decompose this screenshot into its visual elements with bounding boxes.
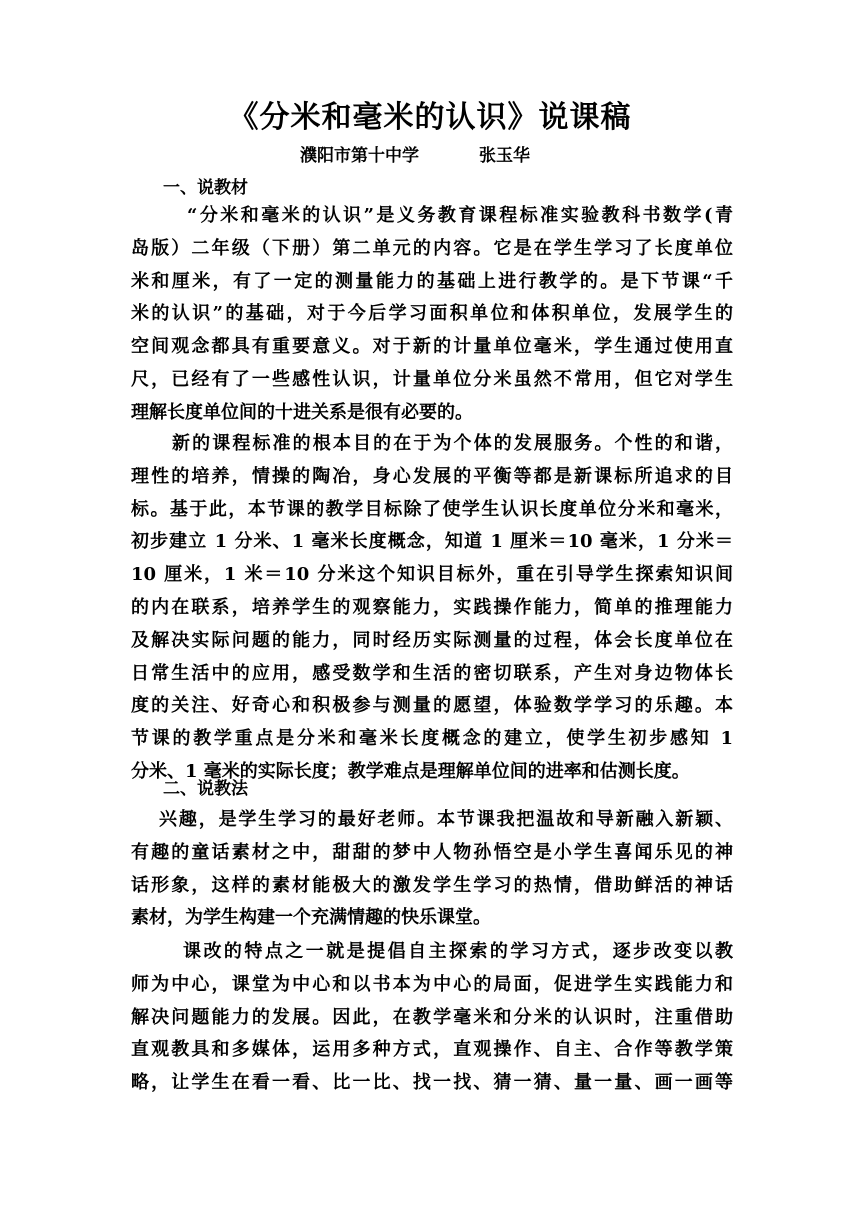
paragraph-2-2 xyxy=(131,936,733,1100)
document-title: 《分米和毫米的认识》说课稿 xyxy=(228,100,632,135)
section-heading-1: 一、说教材 xyxy=(163,178,248,198)
text-line: 分米、1 毫米的实际长度；教学难点是理解单位间的进率和估测长度。 xyxy=(131,760,690,782)
text-line: 理解长度单位间的十进关系是很有必要的。 xyxy=(131,401,473,423)
text-line: 略，让学生在看一看、比一比、找一找、猜一猜、量一量、画一画等 xyxy=(131,1072,733,1094)
text-line: 米和厘米，有了一定的测量能力的基础上进行教学的。是下节课“千 xyxy=(131,270,733,292)
school-name: 濮阳市第十中学 xyxy=(300,146,419,166)
paragraph-1-1 xyxy=(131,200,733,430)
paragraph-1-2 xyxy=(131,428,733,789)
paragraph-2-1 xyxy=(131,804,733,935)
text-line: 节课的教学重点是分米和毫米长度概念的建立，使学生初步感知 1 xyxy=(131,728,733,750)
text-line: 10 厘米，1 米＝10 分米这个知识目标外，重在引导学生探索知识间 xyxy=(131,564,733,586)
text-line: 师为中心，课堂为中心和以书本为中心的局面，促进学生实践能力和 xyxy=(131,973,733,995)
text-line: 尺，已经有了一些感性认识，计量单位分米虽然不常用，但它对学生 xyxy=(131,368,733,390)
text-line: 初步建立 1 分米、1 毫米长度概念，知道 1 厘米＝10 毫米，1 分米＝ xyxy=(131,531,733,553)
author-name: 张玉华 xyxy=(479,146,530,166)
text-line: 及解决实际问题的能力，同时经历实际测量的过程，体会长度单位在 xyxy=(131,629,733,651)
section-heading-2: 二、说教法 xyxy=(163,779,248,799)
text-line: 话形象，这样的素材能极大的激发学生学习的热情，借助鲜活的神话 xyxy=(131,874,733,896)
text-line: 米的认识”的基础，对于今后学习面积单位和体积单位，发展学生的 xyxy=(131,303,733,325)
text-line: 理性的培养，情操的陶冶，身心发展的平衡等都是新课标所追求的目 xyxy=(131,465,733,487)
byline xyxy=(300,143,530,169)
text-line: 有趣的童话素材之中，甜甜的梦中人物孙悟空是小学生喜闻乐见的神 xyxy=(131,841,733,863)
text-line: 直观教具和多媒体，运用多种方式，直观操作、自主、合作等教学策 xyxy=(131,1039,733,1061)
text-line: 岛版）二年级（下册）第二单元的内容。它是在学生学习了长度单位 xyxy=(131,237,733,259)
text-line: 解决问题能力的发展。因此，在教学毫米和分米的认识时，注重借助 xyxy=(131,1006,733,1028)
text-line: 日常生活中的应用，感受数学和生活的密切联系，产生对身边物体长 xyxy=(131,662,733,684)
text-line: “分米和毫米的认识”是义务教育课程标准实验教科书数学(青 xyxy=(187,205,733,226)
text-line: 标。基于此，本节课的教学目标除了使学生认识长度单位分米和毫米， xyxy=(131,498,733,520)
text-line: 的内在联系，培养学生的观察能力，实践操作能力，简单的推理能力 xyxy=(131,596,733,618)
text-line: 课改的特点之一就是提倡自主探索的学习方式，逐步改变以教 xyxy=(183,941,733,962)
text-line: 空间观念都具有重要意义。对于新的计量单位毫米，学生通过使用直 xyxy=(131,336,733,358)
text-line: 新的课程标准的根本目的在于为个体的发展服务。个性的和谐， xyxy=(172,433,733,454)
text-line: 素材，为学生构建一个充满情趣的快乐课堂。 xyxy=(131,907,491,929)
text-line: 度的关注、好奇心和积极参与测量的愿望，体验数学学习的乐趣。本 xyxy=(131,695,733,717)
text-line: 兴趣，是学生学习的最好老师。本节课我把温故和导新融入新颖、 xyxy=(159,809,733,830)
